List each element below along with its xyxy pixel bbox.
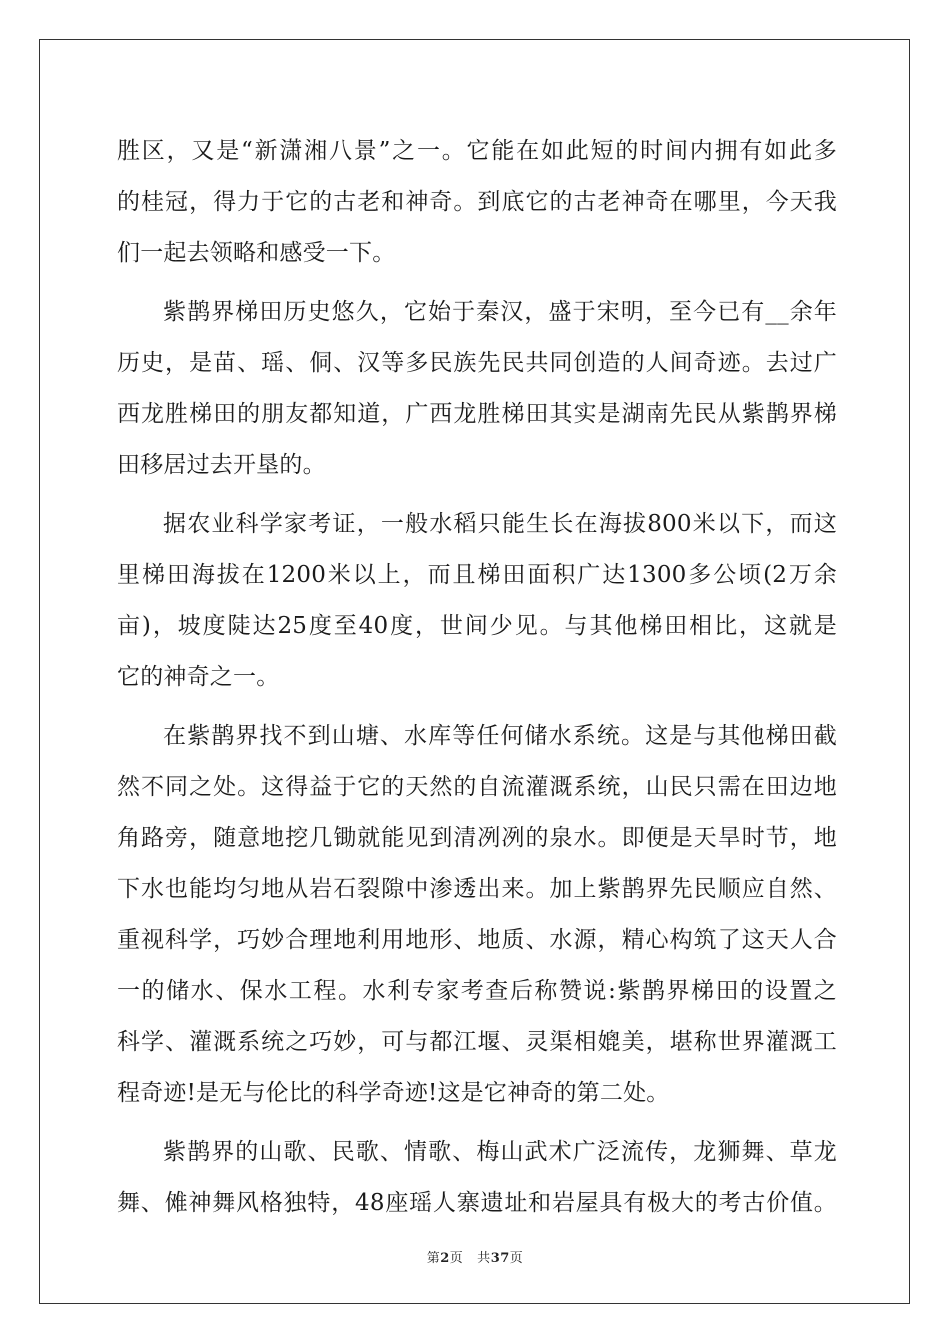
paragraph-1 — [117, 126, 837, 279]
text-line: 紫鹊界的山歌、民歌、情歌、梅山武术广泛流传，龙狮舞、草龙 — [163, 1139, 837, 1165]
text-line: 在紫鹊界找不到山塘、水库等任何储水系统。这是与其他梯田截 — [163, 723, 837, 749]
text-line: 下水也能均匀地从岩石裂隙中渗透出来。加上紫鹊界先民顺应自然、 — [117, 876, 837, 902]
text-line: 角路旁，随意地挖几锄就能见到清冽冽的泉水。即便是天旱时节，地 — [117, 825, 837, 851]
text-line: 然不同之处。这得益于它的天然的自流灌溉系统，山民只需在田边地 — [117, 774, 837, 800]
paragraph-4 — [117, 711, 837, 1119]
document-body — [117, 126, 837, 1237]
text-line: 里梯田海拔在1200米以上，而且梯田面积广达1300多公顷(2万余 — [117, 562, 837, 588]
text-line: 历史，是苗、瑶、侗、汉等多民族先民共同创造的人间奇迹。去过广 — [117, 350, 837, 376]
page-footer — [0, 1247, 950, 1266]
paragraph-2 — [117, 287, 837, 491]
footer-total-pages: 37 — [490, 1251, 510, 1266]
text-line: 西龙胜梯田的朋友都知道，广西龙胜梯田其实是湖南先民从紫鹊界梯 — [117, 401, 837, 427]
paragraph-5 — [117, 1127, 837, 1229]
footer-page-unit: 页 — [449, 1251, 464, 1266]
text-line: 程奇迹!是无与伦比的科学奇迹!这是它神奇的第二处。 — [117, 1080, 670, 1106]
text-line: 紫鹊界梯田历史悠久，它始于秦汉，盛于宋明，至今已有__余年 — [163, 299, 837, 325]
text-line: 科学、灌溉系统之巧妙，可与都江堰、灵渠相媲美，堪称世界灌溉工 — [117, 1029, 837, 1055]
footer-prefix: 第 — [426, 1251, 441, 1266]
text-line: 田移居过去开垦的。 — [117, 452, 326, 478]
text-line: 胜区，又是“新潇湘八景”之一。它能在如此短的时间内拥有如此多 — [117, 138, 837, 164]
paragraph-3 — [117, 499, 837, 703]
text-line: 一的储水、保水工程。水利专家考查后称赞说:紫鹊界梯田的设置之 — [117, 978, 837, 1004]
text-line: 重视科学，巧妙合理地利用地形、地质、水源，精心构筑了这天人合 — [117, 927, 837, 953]
text-line: 的桂冠，得力于它的古老和神奇。到底它的古老神奇在哪里，今天我 — [117, 189, 837, 215]
footer-total-unit: 页 — [509, 1251, 524, 1266]
text-line: 亩)，坡度陡达25度至40度，世间少见。与其他梯田相比，这就是 — [117, 613, 837, 639]
text-line: 据农业科学家考证，一般水稻只能生长在海拔800米以下，而这 — [163, 511, 837, 537]
text-line: 它的神奇之一。 — [117, 664, 280, 690]
footer-total-prefix: 共 — [477, 1251, 491, 1266]
text-line: 们一起去领略和感受一下。 — [117, 240, 396, 266]
text-line: 舞、傩神舞风格独特，48座瑶人寨遗址和岩屋具有极大的考古价值。 — [117, 1190, 837, 1216]
footer-page-number: 2 — [440, 1251, 450, 1266]
